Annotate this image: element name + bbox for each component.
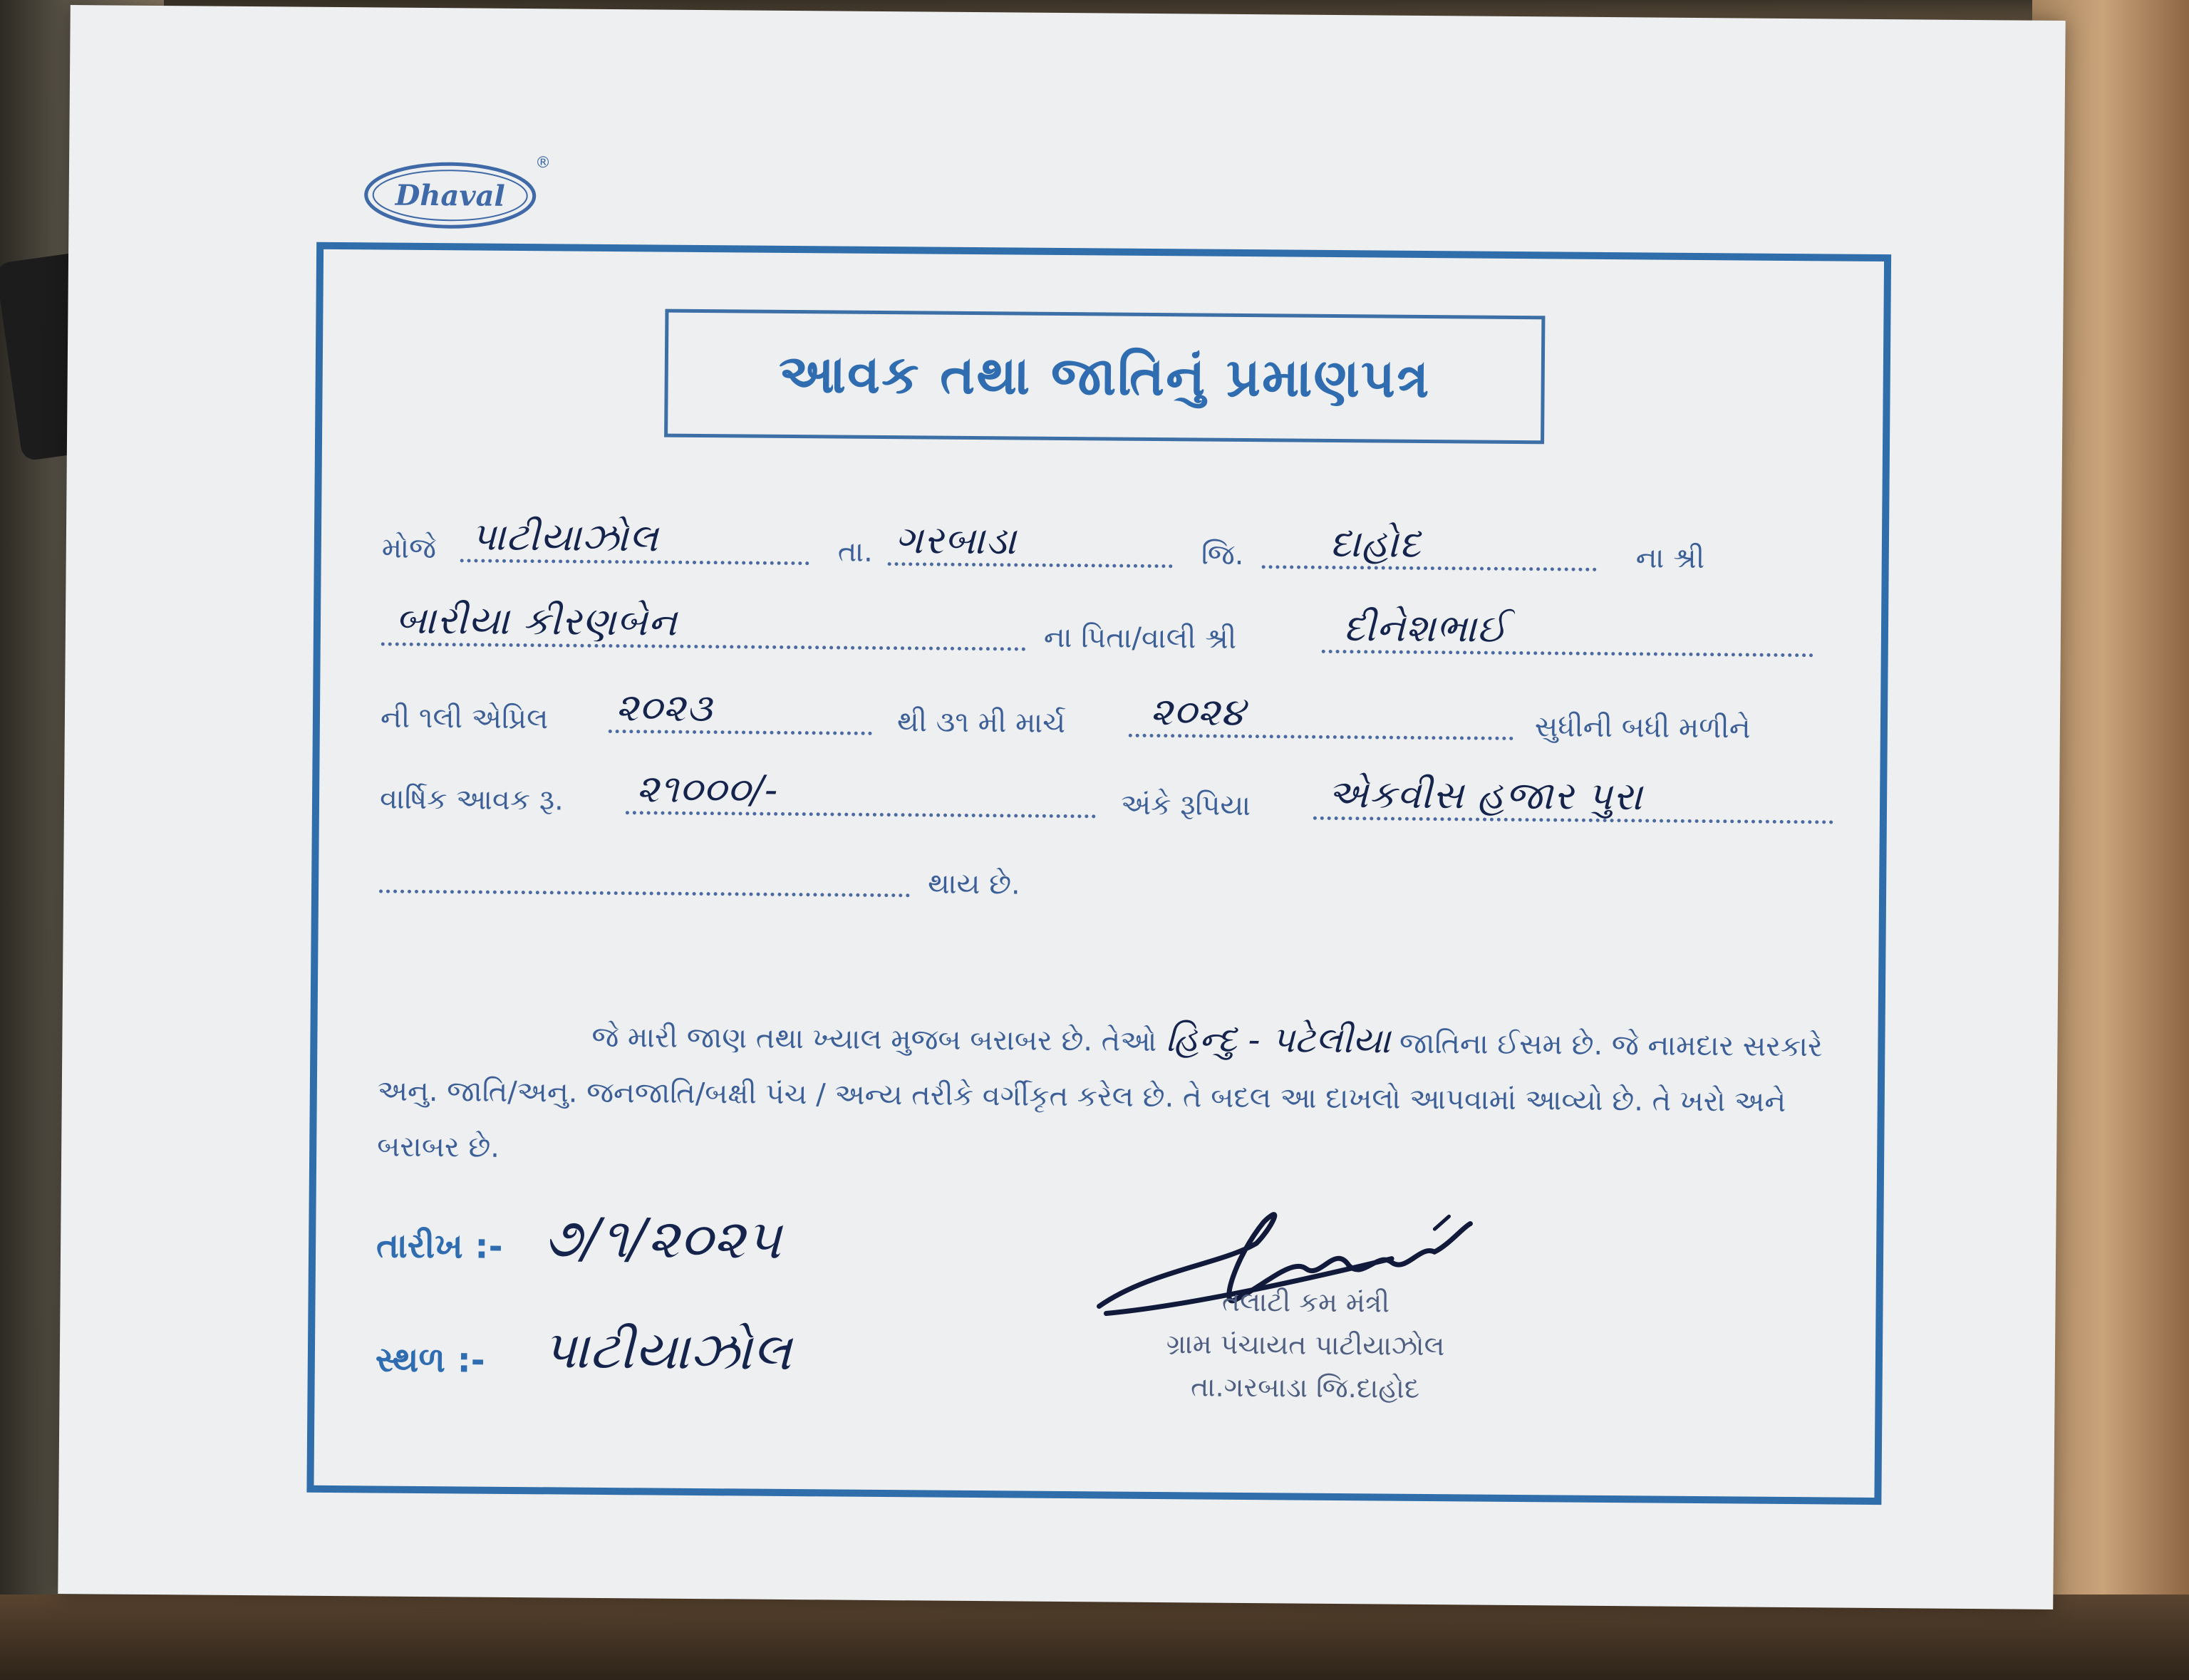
parent-name: દીનેશભાઈ [1342,605,1508,651]
district-dots [1262,565,1597,571]
district-value: દાહોદ [1329,520,1422,566]
caste-value: હિન્દુ - પટેલીયા [1165,1018,1391,1062]
dhaval-logo [361,146,552,233]
place-label: સ્થળ :- [375,1339,485,1381]
registered-mark: ® [534,154,552,172]
place-value: પાટીયાઝોલ [542,1319,792,1382]
income-words: એકવીસ હજાર પુરા [1327,771,1643,819]
na-shri-label: ના શ્રી [1635,541,1705,576]
line-total [379,837,1833,913]
district-label: જિ. [1201,538,1244,571]
parent-label: ના પિતા/વાલી શ્રી [1043,621,1237,655]
to-label: થી ૩૧ મી માર્ચ [896,705,1066,740]
thay-che-label: થાય છે. [927,867,1020,901]
declaration-part1: જે મારી જાણ તથા ખ્યાલ મુજબ બરાબર છે. તેઓ [591,1020,1157,1059]
income-amount: ૨૧૦૦૦/- [636,766,779,812]
words-label: અંકે રૂપિયા [1120,788,1251,823]
to-year: ૨૦૨૪ [1149,688,1246,735]
from-year: ૨૦૨૩ [615,685,713,731]
logo-text: Dhaval [395,178,505,213]
signatory-block [1091,1199,1520,1416]
taluka-label: તા. [837,535,874,569]
certificate-title [664,309,1545,445]
date-value: ૭/૧/૨૦૨૫ [543,1205,782,1271]
certificate-paper [58,5,2065,1609]
line-income [380,757,1834,832]
signatory-title: તલાટી કમ મંત્રી [1221,1285,1390,1319]
signatory-panchayat: ગ્રામ પંચાયત પાટીયાઝોલ [1166,1328,1445,1362]
taluka-value: ગરબાડા [894,517,1017,564]
date-label: તારીખ :- [376,1225,503,1267]
declaration-paragraph [377,1005,1839,1186]
village-value: પાટીયાઝોલ [470,514,659,561]
certificate-frame [306,242,1891,1505]
total-dots [379,889,910,897]
applicant-name: બારીયા કીરણબેન [395,597,678,645]
till-label: સુધીની બધી મળીને [1534,710,1751,745]
from-label: ની ૧લી એપ્રિલ [380,701,549,736]
signatory-location: તા.ગરબાડા જિ.દાહોદ [1190,1371,1420,1404]
line-name [381,590,1836,665]
moje-label: મોજે [381,532,437,566]
line-period [381,675,1835,751]
title-text: આવક તથા જાતિનું પ્રમાણપત્ર [778,343,1431,410]
income-label: વાર્ષિક આવક રૂ. [379,782,564,817]
declaration-part2: જાતિના ઈસમ છે. જે નામદાર સરકારે અનુ. જાતિ/અનુ. જનજાતિ/બક્ષી પંચ / અન્ય તરીકે વર્ગીકૃત કરેલ છે. તે બદલ આ દાખલો આપવામાં આવ્યો છે. તે ખરો અને બરાબર છે. [377,1027,1823,1164]
line-village [382,506,1836,581]
